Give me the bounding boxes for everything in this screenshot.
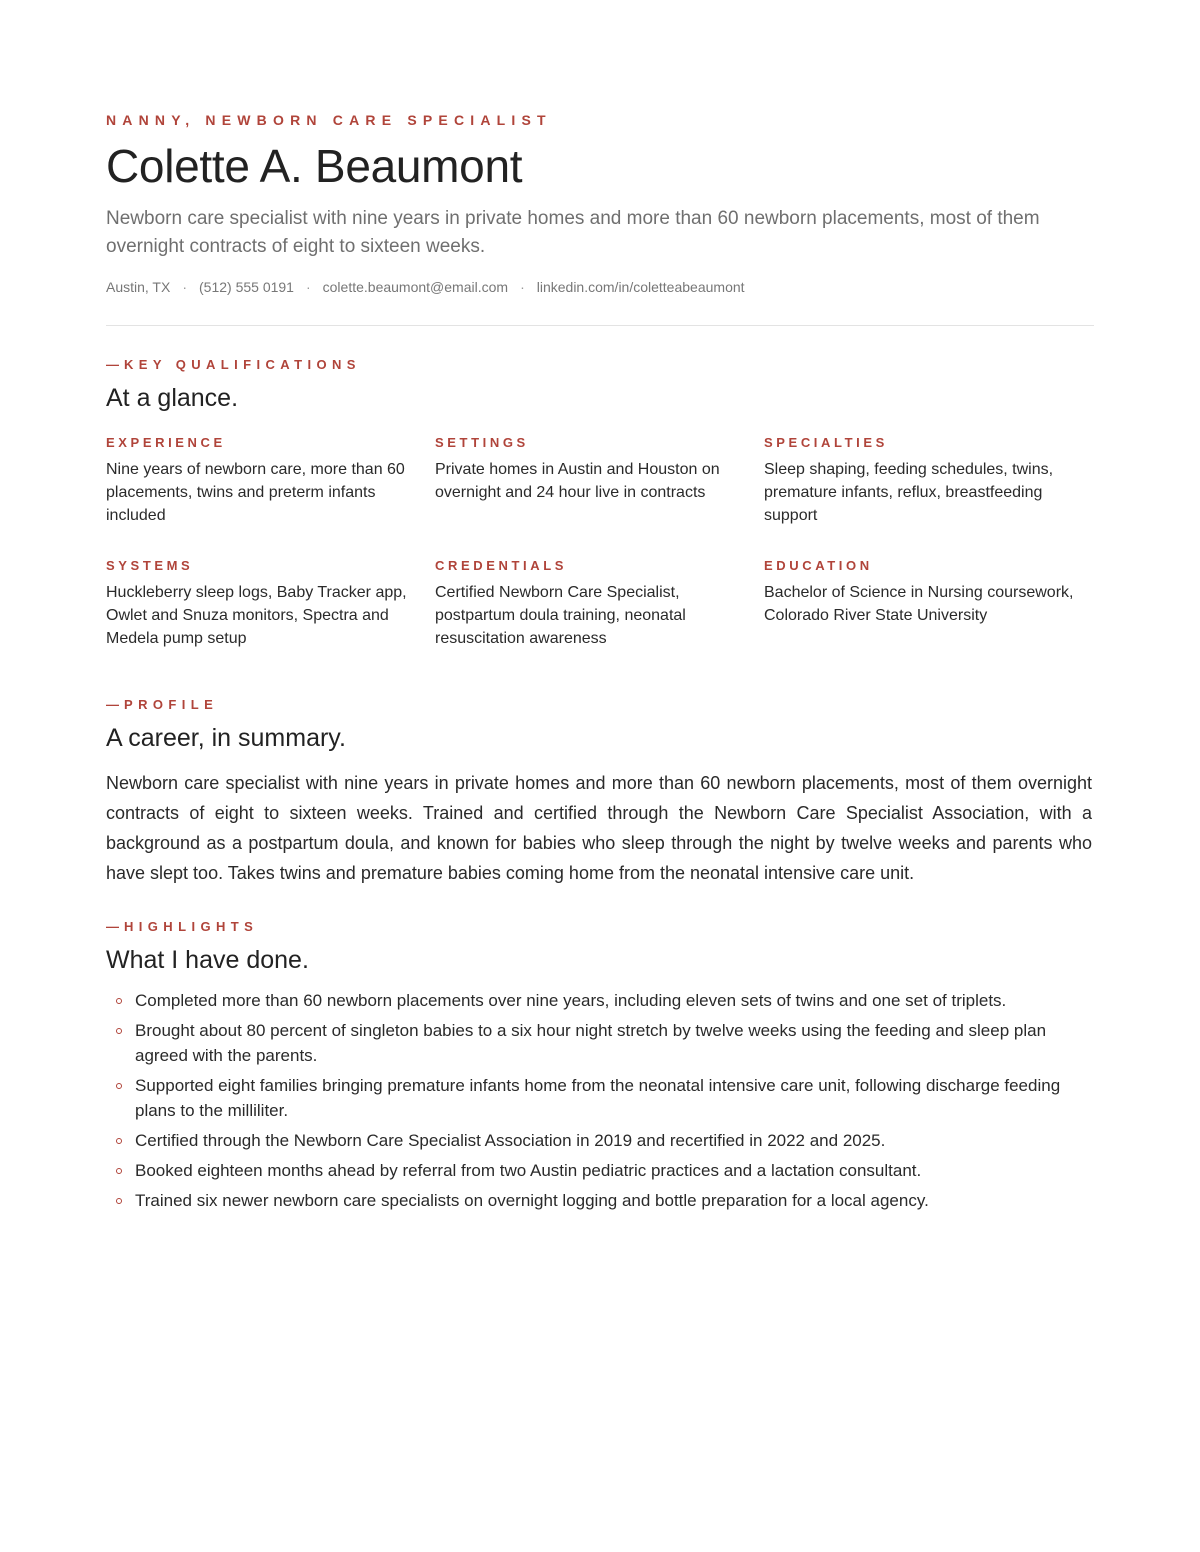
resume-header [106,110,1094,297]
section-title-what-i-have-done: What I have done. [106,946,309,974]
job-title-eyebrow: NANNY, NEWBORN CARE SPECIALIST [106,112,552,128]
candidate-name: Colette A. Beaumont [106,140,523,192]
bullet-circle-icon [116,1028,122,1034]
contact-phone: (512) 555 0191 [199,279,294,295]
qual-item-specialties [764,434,1094,527]
section-label-text: HIGHLIGHTS [124,919,259,934]
contact-separator: · [305,279,311,295]
qual-heading: SYSTEMS [106,558,194,573]
highlights-section [106,918,1094,1213]
section-title-career-summary: A career, in summary. [106,724,346,752]
bullet-circle-icon [116,1198,122,1204]
qual-item-settings [435,434,764,527]
bullet-circle-icon [116,998,122,1004]
contact-linkedin: linkedin.com/in/coletteabeaumont [536,279,745,295]
qualifications-grid [106,434,1094,650]
highlight-text: Certified through the Newborn Care Specialist Association in 2019 and recertified in 2022 and 2025. [135,1131,886,1150]
profile-section [106,696,1094,888]
tagline: Newborn care specialist with nine years in private homes and more than 60 newborn placements, most of them overnight contracts of eight to sixteen weeks. [106,208,1040,257]
section-label-profile [106,696,1094,714]
qual-heading: CREDENTIALS [435,558,568,573]
qual-heading: SETTINGS [435,435,529,450]
contact-separator: · [182,279,187,295]
highlights-list [106,988,1094,1213]
contact-email: colette.beaumont@email.com [322,279,509,295]
qual-heading: SPECIALTIES [764,435,888,450]
qual-item-credentials [435,557,764,650]
list-item [106,1018,1094,1068]
header-divider [106,325,1094,326]
qual-text: Huckleberry sleep logs, Baby Tracker app, Owlet and Snuza monitors, Spectra and Medela pump setup [106,584,407,647]
qual-text: Bachelor of Science in Nursing coursework, Colorado River State University [764,584,1074,624]
section-dash: — [106,697,119,712]
key-qualifications-section [106,356,1094,650]
section-dash: — [106,357,119,372]
list-item [106,988,1094,1013]
qual-text: Sleep shaping, feeding schedules, twins, premature infants, reflux, breastfeeding support [764,461,1054,524]
bullet-circle-icon [116,1083,122,1089]
highlight-text: Supported eight families bringing premature infants home from the neonatal intensive care unit, following discharge feeding plans to the milliliter. [135,1076,1061,1120]
qual-text: Private homes in Austin and Houston on overnight and 24 hour live in contracts [435,461,720,501]
bullet-circle-icon [116,1168,122,1174]
profile-summary: Newborn care specialist with nine years in private homes and more than 60 newborn placements, most of them overnight contracts of eight to sixteen weeks. Trained and certified through the Newborn Care Specialist Association, with a background as a postpartum doula, and known for babies who sleep through the night by twelve weeks and parents who have slept too. Takes twins and premature babies coming home from the neonatal intensive care unit. [106,773,1092,883]
bullet-circle-icon [116,1138,122,1144]
section-label-text: PROFILE [124,697,219,712]
highlight-text: Booked eighteen months ahead by referral from two Austin pediatric practices and a lactation consultant. [135,1161,922,1180]
list-item [106,1188,1094,1213]
section-dash: — [106,919,119,934]
qual-text: Nine years of newborn care, more than 60 placements, twins and preterm infants included [106,461,405,524]
highlight-text: Completed more than 60 newborn placements over nine years, including eleven sets of twins and one set of triplets. [135,991,1007,1010]
highlight-text: Trained six newer newborn care specialists on overnight logging and bottle preparation for a local agency. [135,1191,929,1210]
highlight-text: Brought about 80 percent of singleton babies to a six hour night stretch by twelve weeks using the feeding and sleep plan agreed with the parents. [135,1021,1047,1065]
section-title-at-a-glance: At a glance. [106,384,239,412]
section-label-text: KEY QUALIFICATIONS [124,357,361,372]
contact-line [106,277,1094,297]
list-item [106,1158,1094,1183]
section-label-key-qualifications [106,356,1094,374]
qual-item-education [764,557,1094,650]
section-label-highlights [106,918,1094,936]
contact-location: Austin, TX [106,279,171,295]
list-item [106,1128,1094,1153]
qual-heading: EDUCATION [764,558,873,573]
qual-item-experience [106,434,435,527]
qual-item-systems [106,557,435,650]
qual-heading: EXPERIENCE [106,435,226,450]
contact-separator: · [520,279,525,295]
list-item [106,1073,1094,1123]
qual-text: Certified Newborn Care Specialist, postpartum doula training, neonatal resuscitation awareness [435,584,686,647]
